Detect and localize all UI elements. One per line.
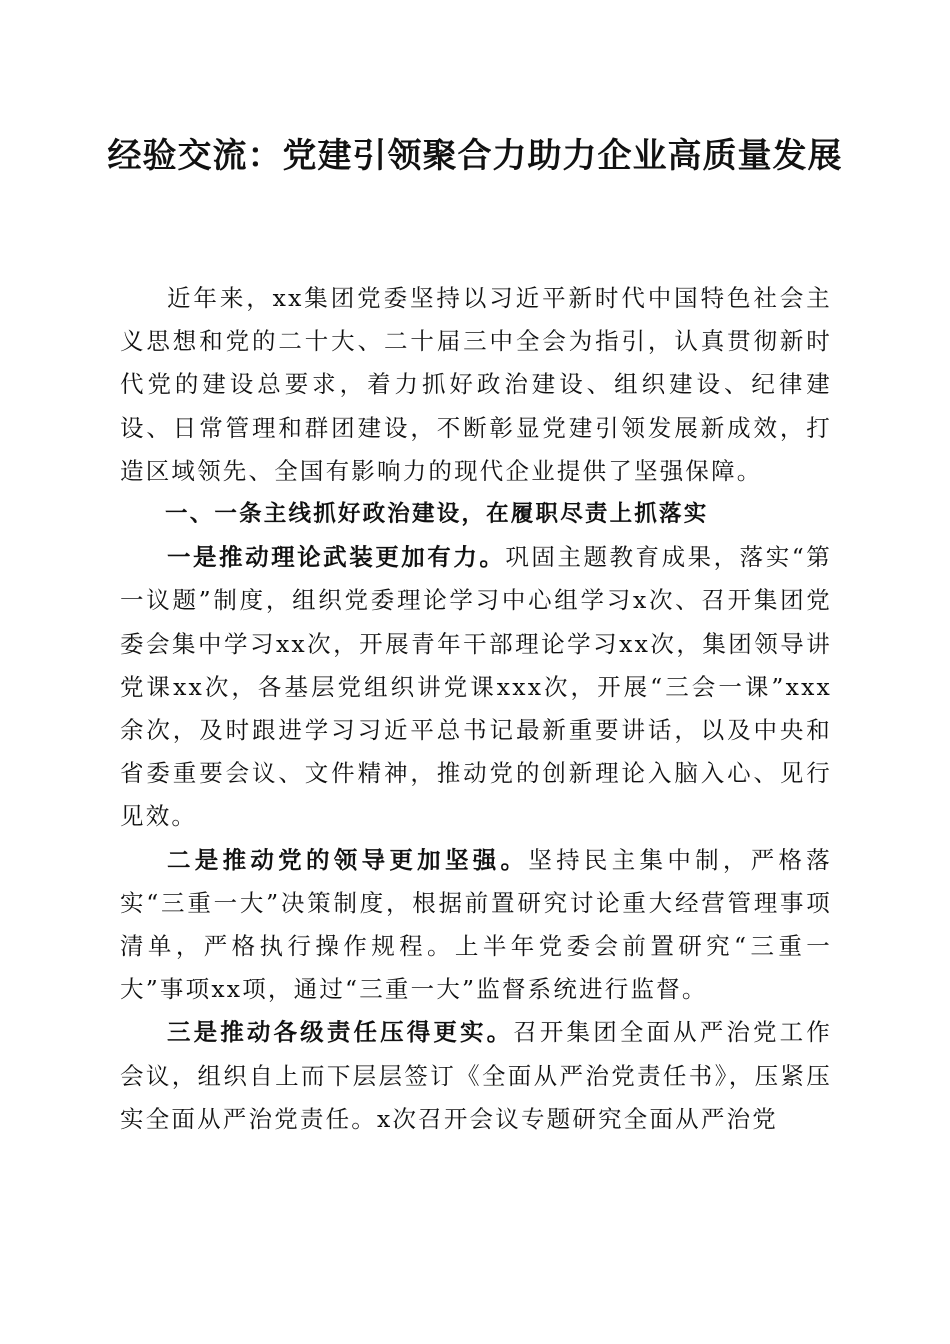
paragraph-text: 巩固主题教育成果，落实“第一议题”制度，组织党委理论学习中心组学习x次、召开集团党委会集中学习xx次，开展青年干部理论学习xx次，集团领导讲党课xx次，各基层党组织讲党课xxx次，开展“三会一课”xxx余次，及时跟进学习习近平总书记最新重要讲话，以及中央和省委重要会议、文件精神，推动党的创新理论入脑入心、见行见效。: [120, 543, 832, 831]
body-paragraph: [120, 536, 832, 838]
document-body: [120, 277, 832, 1141]
paragraph-text: 坚持民主集中制，严格落实“三重一大”决策制度，根据前置研究讨论重大经营管理事项清单，严格执行操作规程。上半年党委会前置研究“三重一大”事项xx项，通过“三重一大”监督系统进行监督。: [120, 845, 832, 1004]
intro-paragraph: 近年来，xx集团党委坚持以习近平新时代中国特色社会主义思想和党的二十大、二十届三中全会为指引，认真贯彻新时代党的建设总要求，着力抓好政治建设、组织建设、纪律建设、日常管理和群团建设，不断彰显党建引领发展新成效，打造区域领先、全国有影响力的现代企业提供了坚强保障。: [120, 284, 832, 485]
paragraph-lead: 三是推动各级责任压得更实。: [167, 1018, 514, 1047]
paragraph-lead: 二是推动党的领导更加坚强。: [167, 845, 529, 874]
paragraph-lead: 一是推动理论武装更加有力。: [167, 543, 506, 572]
document-title: 经验交流：党建引领聚合力助力企业高质量发展: [107, 136, 843, 176]
paragraph-text: 召开集团全面从严治党工作会议，组织自上而下层层签订《全面从严治党责任书》，压紧压实全面从严治党责任。x次召开会议专题研究全面从严治党: [120, 1018, 832, 1133]
section-heading-1: 一、一条主线抓好政治建设，在履职尽责上抓落实: [165, 501, 709, 528]
body-paragraph: [120, 1011, 832, 1141]
body-paragraph: [120, 839, 832, 1012]
